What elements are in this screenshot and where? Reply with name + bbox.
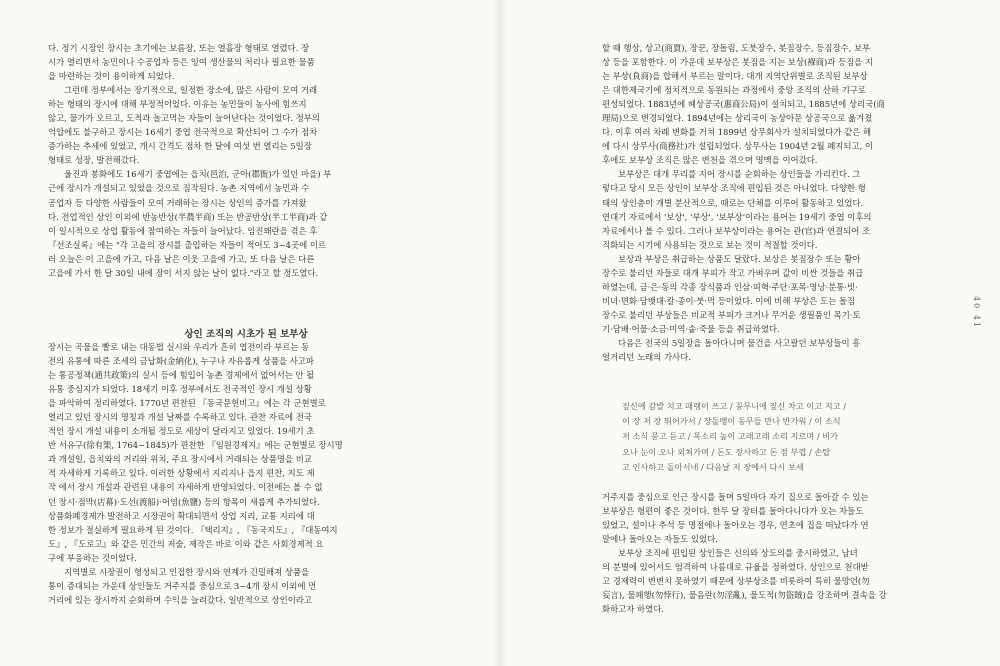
text-line: 장수로 불리던 자들로 대개 부피가 작고 가벼우며 값이 비싼 것들을 취급 <box>602 267 864 278</box>
paragraph <box>48 340 444 607</box>
text-line: 할 때 행상, 상고(商賈), 장꾼, 장돌림, 도붓장수, 봇짐장수, 등짐장수, 보부 <box>602 43 871 53</box>
text-line: 고을에 가서 한 달 30일 내에 장이 서지 않는 날이 없다."라고 할 정도였다. <box>48 267 319 278</box>
text-line: 그런데 정부에서는 장기적으로, 일정한 장소에, 많은 사람이 모여 거래 <box>64 85 318 96</box>
text-line: 렇다고 당시 모든 상인이 보부상 조직에 편입된 것은 아니었다. 다양한 형 <box>602 183 866 194</box>
text-line: 다음은 전국의 5일장을 돌아다니며 물건을 사고팔던 보부상들이 흥 <box>618 337 861 348</box>
right-page <box>500 0 1000 666</box>
text-line: 짚신에 감발 치고 패랭이 쓰고 / 꽁무니에 짚신 차고 이고 지고 / <box>622 401 846 411</box>
text-line: 오나 눈이 오나 외쳐가며 / 돈도 장사하고 돈 점 부렵 / 손탑 <box>622 446 831 457</box>
text-line: 거리에 있는 장시까지 순회하며 수익을 늘려갔다. 일반적으로 상인이라고 <box>48 594 313 605</box>
paragraph <box>602 490 1000 616</box>
text-line: 하였는데, 금·은·동의 각종 장식품과 인삼·피혁·주단·포목·영낭·분통·빗· <box>602 281 858 292</box>
text-line: 구에 부응하는 것이었다. <box>48 552 137 563</box>
text-line: 장수로 불리던 부상들은 비교적 부피가 크거나 무거운 생필품인 목기·토 <box>602 309 861 320</box>
text-line: 공업자 등 다양한 사람들이 모여 거래하는 장시는 상인의 증가를 가져왔 <box>48 197 307 208</box>
text-line: 비녀·면화·담뱃대·칼·종이·붓·먹 등이었다. 이에 비해 부상은 도는 돌짐 <box>602 295 856 306</box>
book-gutter <box>492 0 508 666</box>
text-line: 열리고 있던 장시의 명칭과 개설 날짜를 수록하고 있다. 관찬 자료에 전국 <box>48 412 312 423</box>
text-line: 의 분별에 있어서도 엄격하여 나름대로 규율을 정하였다. 상인으로 천대받 <box>602 562 869 573</box>
text-line: 않고, 물가가 오르고, 도적과 놀고먹는 자들이 늘어난다는 것이었다. 정부의 <box>48 113 320 124</box>
text-line: 시가 열리면서 농민이나 수공업자 등은 잉여 생산물의 처리나 필요한 물품 <box>48 57 315 68</box>
text-line: 妄言), 물패행(勿悖行), 물음란(勿淫亂), 물도적(勿盜賊)을 강조하며 결속을 강 <box>602 590 887 601</box>
text-line: 증가하는 추세에 있었고, 개시 간격도 점차 한 달에 여섯 번 열리는 5일장 <box>48 141 312 152</box>
text-line: 던 장시·점막(店幕)·도선(渡船)·어염(魚鹽) 등의 항목이 새롭게 추가되었다. <box>48 496 320 507</box>
text-line: 편성되었다. 1883년에 혜상공국(惠商公局)이 설치되고, 1885년에 상리국(商 <box>602 99 885 110</box>
text-line: 연대기 자료에서 '보상', '부상', '보부상'이라는 용어는 19세기 중엽 이후의 <box>602 211 872 222</box>
text-line: 을 파악하여 정리하였다. 1770년 편찬된 『동국문헌비고』에는 각 군현별로 <box>48 398 326 409</box>
text-line: 보부상은 대개 무리를 지어 장시를 순회하는 상인들을 가리킨다. 그 <box>618 169 861 180</box>
text-line: 상 등을 포함한다. 이 가운데 보부상은 봇짐을 지는 보상(褓商)과 등짐을 지 <box>602 57 874 68</box>
text-line: 보부상 조직에 편입된 상인들은 신의와 상도의를 중시하였고, 남녀 <box>618 548 858 559</box>
text-line: 다. 정기 시장인 장시는 초기에는 보름장, 또는 열흘장 형태로 열렸다. 장 <box>48 43 310 53</box>
text-line: 있었고, 설이나 추석 등 명절에나 돌아오는 경우, 연초에 집을 떠났다가 연 <box>602 520 869 531</box>
song-lyrics <box>622 399 982 475</box>
text-line: 적인 장시 개설 내용이 소개될 정도로 세상이 달라지고 있었다. 19세기 초 <box>48 426 315 437</box>
text-line: 적 자세하게 기록하고 있다. 이러한 상황에서 지리지나 읍지 편찬, 지도 제 <box>48 468 315 479</box>
text-line: 유통 중심지가 되었다. 18세기 이후 정부에서도 전국적인 장시 개설 상황 <box>48 384 312 395</box>
text-line: 이 일시적으로 상업 활동에 참여하는 자들이 늘어났다. 임진왜란을 겪은 후 <box>48 225 318 236</box>
text-line: 화하고자 하였다. <box>602 604 664 615</box>
text-line: 전의 유통에 따른 조세의 금납화(金納化), 누구나 자유롭게 상품을 사고파 <box>48 356 314 367</box>
text-line: 기·담배·어물·소금·미역·솥·죽물 등을 취급하였다. <box>602 323 780 334</box>
text-line: 반 서유구(徐有榘, 1764~1845)가 편찬한 『임원경제지』에는 군현별로 장시명 <box>48 440 343 451</box>
text-line: 울진과 봉화에도 16세기 중엽에는 읍치(邑治, 군아(郡衙)가 있던 마을) 부 <box>64 169 332 180</box>
text-line: 자료에서나 볼 수 있다. 그러나 보부상이라는 용어는 관(官)과 연결되어 조 <box>602 225 871 236</box>
text-line: 과 개설일, 읍치와의 거리와 위치, 주요 장시에서 거래되는 상품명을 비교 <box>48 454 312 465</box>
text-line: 보상과 부상은 취급하는 상품도 달랐다. 보상은 봇짐장수 또는 황아 <box>618 253 861 264</box>
text-line: 억압에도 불구하고 장시는 16세기 중엽 전국적으로 확산되어 그 수가 점차 <box>48 127 318 138</box>
text-line: 러 오늘은 이 고을에 가고, 다음 날은 이웃 고을에 가고, 또 다음 날은 다른 <box>48 253 315 264</box>
text-line: 직화되는 시기에 사용되는 것으로 보는 것이 적절할 것이다. <box>602 239 818 250</box>
text-line: 을 마련하는 것이 용이하게 되었다. <box>48 71 175 82</box>
text-line: 상품화폐경제가 발전하고 시장권이 확대되면서 상업 지리, 교통 지리에 대 <box>48 510 315 521</box>
page-number: 40 41 <box>972 296 981 329</box>
text-line: 후에도 보부상 조직은 많은 변천을 겪으며 명맥을 이어갔다. <box>602 155 818 166</box>
text-line: 근에 장시가 개설되고 있었을 것으로 짐작된다. 농촌 지역에서 농민과 수 <box>48 183 310 194</box>
text-line: 통이 증대되는 가운데 상인들도 거주지를 중심으로 3~4개 장시 이외에 먼 <box>48 580 317 591</box>
text-line: 에 다시 상무사(商務社)가 설립되었다. 상무사는 1904년 2월 폐지되고, 이 <box>602 141 873 152</box>
text-line: 다. 전업적인 상인 이외에 반농반상(半農半商) 또는 반공반상(半工半商)과 같 <box>48 211 328 222</box>
text-line: 태의 상인층이 개별 분산적으로, 때로는 단체를 이루어 활동하고 있었다. <box>602 197 864 208</box>
text-line: 『선조실록』에는 "각 고을의 장시를 출입하는 자들이 적어도 3~4곳에 이르 <box>48 239 327 250</box>
text-line: 는 부상(負商)을 합해서 부르는 말이다. 대개 지역단위별로 조직된 보부상 <box>602 71 868 82</box>
text-line: 은 대한제국기에 정치적으로 동원되는 과정에서 중앙 조직의 산하 기구로 <box>602 85 867 96</box>
text-line: 보부상은 형편이 좋은 것이다. 한두 달 장터를 돌아다니다가 오는 자들도 <box>602 506 864 517</box>
section-heading: 상인 조직의 시초가 된 보부상 <box>184 329 308 340</box>
text-line: 지역별로 시장권이 형성되고 인접한 장시와 연계가 긴밀해져 상품을 <box>64 566 310 577</box>
text-line: 형태로 성장, 발전해갔다. <box>48 155 140 166</box>
text-line: 이 장 저 장 뛰어가서 / 장돌뱅이 동무들 만나 반가워 / 이 소식 <box>622 416 841 427</box>
text-line: 다. 이후 여러 차례 변화를 거쳐 1899년 상무회사가 설치되었다가 같은 해 <box>602 127 872 138</box>
text-line: 고 인사하고 돌아서네 / 다음날 저 장에서 다시 보세 <box>622 461 804 472</box>
paragraph <box>602 41 1000 364</box>
paragraph <box>48 41 444 280</box>
text-line: 하는 형태의 장시에 대해 부정적이었다. 이유는 농민들이 농사에 힘쓰지 <box>48 99 307 110</box>
text-line: 는 통공정책(通共政策)의 실시 등에 힘입어 농촌 경제에서 없어서는 안 될 <box>48 370 315 381</box>
text-line: 작 에서 장시 개설과 관련된 내용이 자세하게 반영되었다. 이전에는 볼 수 없 <box>48 482 323 493</box>
text-line: 얼거리던 노래의 가사다. <box>602 352 691 363</box>
text-line: 장시는 곡물을 빨로 내는 대동법 실시와 우리가 흔히 엽전이라 부르는 동 <box>48 342 310 352</box>
text-line: 거주지를 중심으로 인근 장시를 돌며 5일마다 자기 집으로 돌아갈 수 있는 <box>602 492 869 502</box>
text-line: 도』, 『도로고』와 같은 민간의 저술, 제작은 바로 이와 같은 사회경제적 요 <box>48 538 324 549</box>
text-line: 理局)으로 변경되었다. 1894년에는 상리국이 농상아문 상공국으로 옮겨졌 <box>602 113 873 124</box>
text-line: 한 정보가 절실하게 필요하게 된 것이다. 『택리지』, 『동국지도』, 『대동여지 <box>48 524 338 535</box>
text-line: 말에나 돌아오는 자들도 있었다. <box>602 534 718 545</box>
text-line: 고 경제력이 변변치 못하였기 때문에 상부상조를 비롯하여 특히 물망언(勿 <box>602 576 870 587</box>
text-line: 저 소식 묻고 듣고 / 목소리 높이 고래고래 소리 지르며 / 비가 <box>622 431 839 442</box>
